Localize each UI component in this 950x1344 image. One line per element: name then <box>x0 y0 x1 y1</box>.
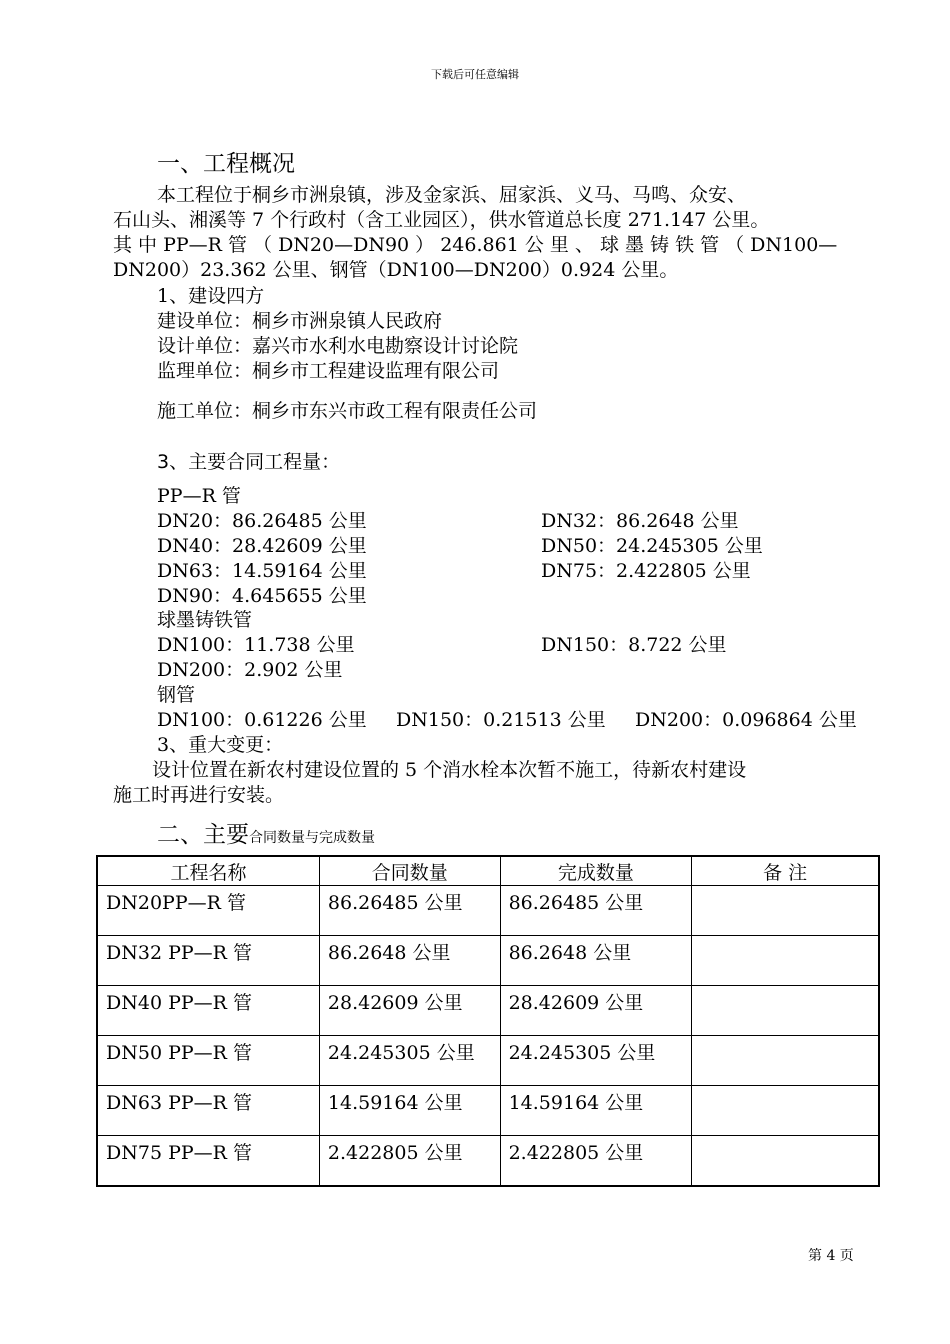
quantities-title: 3、主要合同工程量： <box>157 451 341 473</box>
table-row <box>97 1086 879 1136</box>
pp-dn90: DN90：4.645655 公里 <box>157 585 367 607</box>
quantities-table <box>96 855 880 1187</box>
table-row <box>97 886 879 936</box>
section2-title <box>157 816 375 849</box>
table-header-name: 工程名称 <box>97 856 319 886</box>
table-row <box>97 1036 879 1086</box>
table-cell: 2.422805 公里 <box>500 1136 692 1187</box>
ductile-dn100: DN100：11.738 公里 <box>157 634 355 656</box>
table-cell: 28.42609 公里 <box>319 986 500 1036</box>
table-cell <box>692 886 879 936</box>
table-cell: DN75 PP—R 管 <box>97 1136 319 1187</box>
table-cell <box>692 1036 879 1086</box>
table-row <box>97 936 879 986</box>
pp-dn63: DN63：14.59164 公里 <box>157 560 367 582</box>
steel-dn100: DN100：0.61226 公里 <box>157 709 367 731</box>
table-cell: 28.42609 公里 <box>500 986 692 1036</box>
table-cell: DN50 PP—R 管 <box>97 1036 319 1086</box>
pp-dn40: DN40：28.42609 公里 <box>157 535 367 557</box>
section2-title-large: 二、主要 <box>157 822 249 848</box>
designer-unit: 设计单位：嘉兴市水利水电勘察设计讨论院 <box>157 335 519 357</box>
table-header-contract: 合同数量 <box>319 856 500 886</box>
table-cell: DN20PP—R 管 <box>97 886 319 936</box>
pp-dn20: DN20：86.26485 公里 <box>157 510 367 532</box>
table-header-completed: 完成数量 <box>500 856 692 886</box>
table-cell: 14.59164 公里 <box>319 1086 500 1136</box>
ductile-title: 球墨铸铁管 <box>157 609 253 631</box>
parties-title: 1、建设四方 <box>157 285 265 307</box>
pp-dn50: DN50：24.245305 公里 <box>541 535 763 557</box>
table-cell: 24.245305 公里 <box>500 1036 692 1086</box>
table-cell: DN40 PP—R 管 <box>97 986 319 1036</box>
changes-line-1: 设计位置在新农村建设位置的 5 个消水栓本次暂不施工，待新农村建设 <box>152 759 747 781</box>
intro-line-4: DN200）23.362 公里、钢管（DN100—DN200）0.924 公里。 <box>113 259 679 281</box>
table-row <box>97 1136 879 1187</box>
pp-dn75: DN75：2.422805 公里 <box>541 560 751 582</box>
table-cell: 14.59164 公里 <box>500 1086 692 1136</box>
ductile-dn150: DN150：8.722 公里 <box>541 634 727 656</box>
builder-unit: 建设单位：桐乡市洲泉镇人民政府 <box>157 310 443 332</box>
ductile-dn200: DN200：2.902 公里 <box>157 659 343 681</box>
table-header-row <box>97 856 879 886</box>
intro-line-1: 本工程位于桐乡市洲泉镇，涉及金家浜、屈家浜、义马、马鸣、众安、 <box>157 184 747 206</box>
section1-title: 一、工程概况 <box>157 151 295 177</box>
table-cell: 2.422805 公里 <box>319 1136 500 1187</box>
page-number: 第 4 页 <box>808 1248 854 1264</box>
supervisor-unit: 监理单位：桐乡市工程建设监理有限公司 <box>157 360 500 382</box>
table-cell: 86.26485 公里 <box>319 886 500 936</box>
table-cell <box>692 986 879 1036</box>
table-header-remarks: 备 注 <box>692 856 879 886</box>
table-cell: 86.2648 公里 <box>500 936 692 986</box>
table-cell: 86.2648 公里 <box>319 936 500 986</box>
intro-line-2: 石山头、湘溪等 7 个行政村（含工业园区），供水管道总长度 271.147 公里。 <box>113 209 770 231</box>
changes-title: 3、重大变更： <box>157 734 284 756</box>
intro-line-3: 其 中 PP—R 管 （ DN20—DN90 ） 246.861 公 里 、 球 墨 铸 铁 管 （ DN100— <box>113 234 838 256</box>
table-cell: DN63 PP—R 管 <box>97 1086 319 1136</box>
table-cell: 24.245305 公里 <box>319 1036 500 1086</box>
contractor-unit: 施工单位：桐乡市东兴市政工程有限责任公司 <box>157 400 538 422</box>
changes-line-2: 施工时再进行安装。 <box>113 784 285 806</box>
steel-dn150: DN150：0.21513 公里 <box>396 709 606 731</box>
steel-title: 钢管 <box>157 684 196 706</box>
table-row <box>97 986 879 1036</box>
table-cell: DN32 PP—R 管 <box>97 936 319 986</box>
table-cell <box>692 1136 879 1187</box>
table-cell <box>692 1086 879 1136</box>
steel-dn200: DN200：0.096864 公里 <box>635 709 857 731</box>
table-cell <box>692 936 879 986</box>
table-cell: 86.26485 公里 <box>500 886 692 936</box>
pp-title: PP—R 管 <box>157 485 241 507</box>
section2-title-small: 合同数量与完成数量 <box>249 830 375 846</box>
pp-dn32: DN32：86.2648 公里 <box>541 510 739 532</box>
page-header-note: 下载后可任意编辑 <box>431 68 519 81</box>
